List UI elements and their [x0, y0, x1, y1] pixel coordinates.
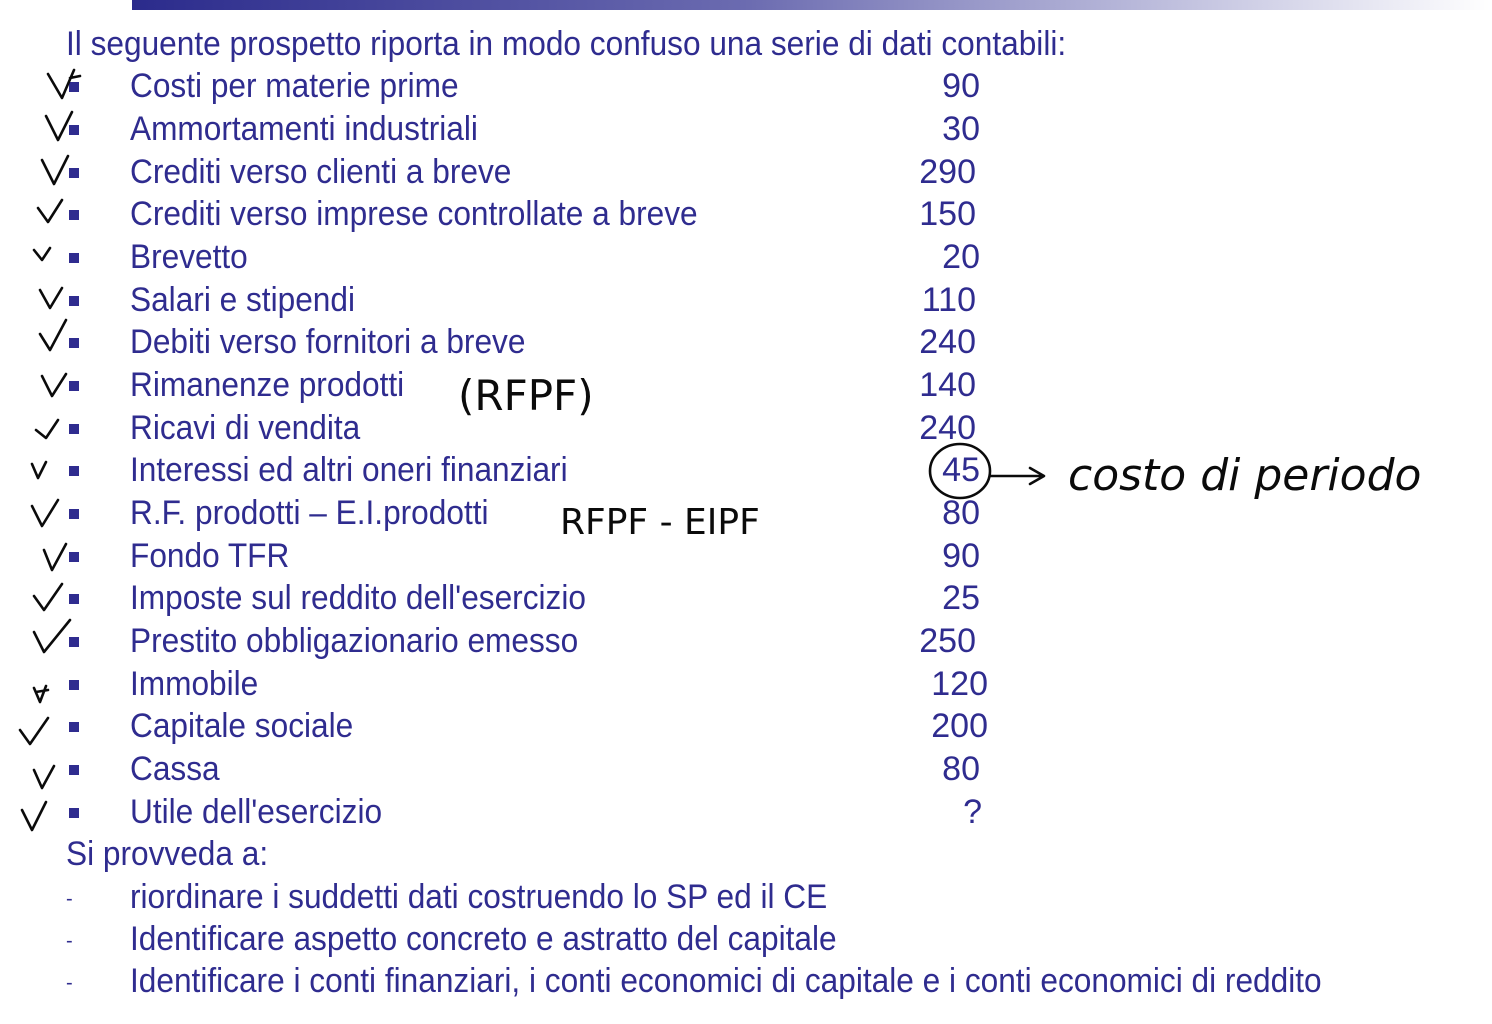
- bullet-icon: [69, 125, 79, 135]
- item-label: Immobile: [130, 665, 259, 703]
- checkmark-icon: [34, 686, 48, 702]
- checkmark-icon: [20, 718, 48, 744]
- item-value: 90: [942, 537, 980, 575]
- bullet-icon: [69, 296, 79, 306]
- item-value: 200: [931, 707, 988, 745]
- bullet-icon: [69, 637, 79, 647]
- checkmark-icon: [34, 584, 62, 610]
- bullet-icon: [69, 680, 79, 690]
- item-value: 30: [942, 110, 980, 148]
- item-label: Ricavi di vendita: [130, 409, 361, 447]
- bullet-icon: [69, 594, 79, 604]
- checkmark-icon: [32, 462, 46, 478]
- item-value: ?: [963, 793, 982, 831]
- intro-text: Il seguente prospetto riporta in modo confuso una serie di dati contabili:: [66, 25, 1067, 63]
- bullet-icon: [69, 82, 79, 92]
- rimanenze-note: (RFPF): [458, 371, 594, 420]
- item-value: 150: [919, 195, 976, 233]
- item-label: Brevetto: [130, 238, 248, 276]
- checkmark-icon: [36, 420, 58, 438]
- item-label: Costi per materie prime: [130, 67, 459, 105]
- item-value: 250: [919, 622, 976, 660]
- item-value: 240: [919, 323, 976, 361]
- instruction-text: Identificare i conti finanziari, i conti economici di capitale e i conti economici di reddito: [130, 962, 1322, 1000]
- item-label: Interessi ed altri oneri finanziari: [130, 451, 568, 489]
- bullet-icon: [69, 338, 79, 348]
- item-label: Salari e stipendi: [130, 281, 355, 319]
- checkmark-icon: [44, 544, 66, 570]
- bullet-icon: [69, 552, 79, 562]
- bullet-icon: [69, 381, 79, 391]
- bullet-icon: [69, 765, 79, 775]
- bullet-icon: [69, 253, 79, 263]
- checkmark-icon: [42, 374, 66, 396]
- item-value: 120: [931, 665, 988, 703]
- checkmark-icons: [20, 70, 80, 830]
- item-label: R.F. prodotti – E.I.prodotti: [130, 494, 489, 532]
- item-label: Crediti verso clienti a breve: [130, 153, 512, 191]
- instruction-text: riordinare i suddetti dati costruendo lo SP ed il CE: [130, 878, 828, 916]
- item-value: 80: [942, 750, 980, 788]
- instruction-heading: Si provveda a:: [66, 835, 269, 873]
- item-value: 110: [921, 281, 976, 319]
- item-label: Cassa: [130, 750, 220, 788]
- item-label: Rimanenze prodotti: [130, 366, 405, 404]
- dash-bullet-icon: -: [66, 930, 73, 952]
- dash-bullet-icon: -: [66, 888, 73, 910]
- item-label: Crediti verso imprese controllate a breve: [130, 195, 698, 233]
- checkmark-icon: [42, 156, 68, 184]
- bullet-icon: [69, 424, 79, 434]
- dash-bullet-icon: -: [66, 972, 73, 994]
- item-label: Capitale sociale: [130, 707, 354, 745]
- item-label: Fondo TFR: [130, 537, 290, 575]
- checkmark-icon: [38, 200, 62, 222]
- item-value: 45: [942, 451, 980, 489]
- bullet-icon: [69, 808, 79, 818]
- checkmark-icon: [40, 320, 66, 350]
- item-value: 20: [942, 238, 980, 276]
- item-value: 240: [919, 409, 976, 447]
- item-value: 290: [919, 153, 976, 191]
- bullet-icon: [69, 168, 79, 178]
- checkmark-icon: [32, 500, 58, 526]
- checkmark-icon: [34, 620, 70, 652]
- item-label: Ammortamenti industriali: [130, 110, 478, 148]
- bullet-icon: [69, 466, 79, 476]
- item-value: 90: [942, 67, 980, 105]
- bullet-icon: [69, 509, 79, 519]
- checkmark-icon: [40, 288, 62, 308]
- title-accent-bar: [132, 0, 1492, 10]
- bullet-icon: [69, 210, 79, 220]
- checkmark-icon: [22, 802, 46, 830]
- item-label: Imposte sul reddito dell'esercizio: [130, 579, 586, 617]
- rf-note: RFPF - EIPF: [560, 502, 760, 543]
- item-label: Utile dell'esercizio: [130, 793, 383, 831]
- item-value: 80: [942, 494, 980, 532]
- item-label: Prestito obbligazionario emesso: [130, 622, 579, 660]
- checkmark-icon: [34, 248, 50, 260]
- item-label: Debiti verso fornitori a breve: [130, 323, 526, 361]
- item-value: 25: [942, 579, 980, 617]
- bullet-icon: [69, 722, 79, 732]
- item-value: 140: [919, 366, 976, 404]
- interessi-note: costo di periodo: [1068, 450, 1422, 501]
- arrow-icon: [990, 468, 1044, 484]
- checkmark-icon: [34, 766, 54, 788]
- instruction-text: Identificare aspetto concreto e astratto del capitale: [130, 920, 837, 958]
